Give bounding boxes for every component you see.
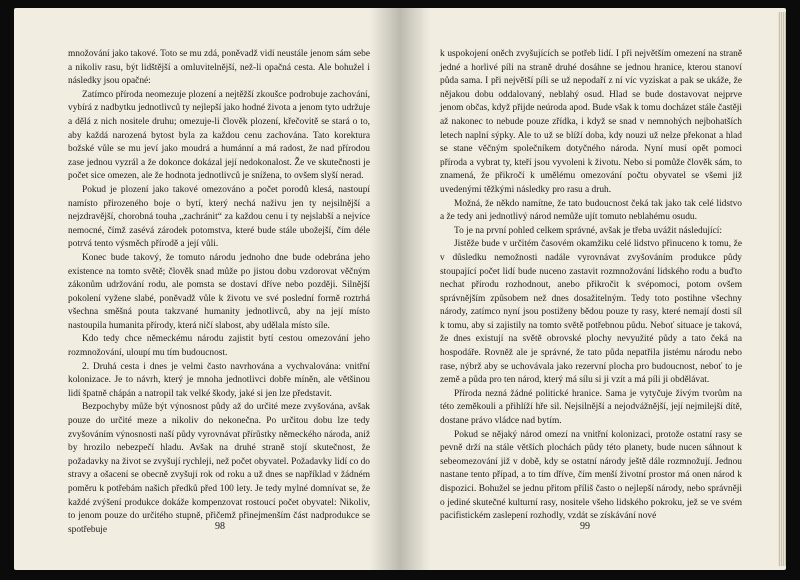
- paragraph: Konec bude takový, že tomuto národu jednoho dne bude odebrána jeho existence na tomto světě; člověk snad může po jistou dobu vzdorovat věčným zákonům udržování rodu, ale pomsta se dostaví dříve nebo později. Silnější pokolení vyžene slabé, poněvadž vůle k životu ve své poslední formě roztrhá všechna směšná pouta takzvané humanity jednotlivců, aby na její místo nastoupila humanita přírody, která ničí slabost, aby udělala místo síle.: [68, 252, 370, 331]
- left-page: [14, 8, 400, 570]
- paragraph: Bezpochyby může být výnosnost půdy až do určité meze zvyšována, avšak pouze do určité meze a nikoliv do nekonečna. Po určitou dobu lze tedy zvyšováním výnosnosti naší půdy vyrovnávat přírůstky německého národa, aniž by hrozilo nebezpečí hladu. Avšak na druhé straně stojí skutečnost, že požadavky na život se zvyšují rychleji, než počet obyvatel. Požadavky lidí co do stravy a ošacení se obecně zvyšují rok od roku a už dnes se například v žádném poměru k potřebám našich předků před 100 lety. Je tedy mylné domnívat se, že každé zvýšení produkce dokáže kompenzovat rostoucí počet obyvatel: Nikoliv, to jenom pouze do určitého stupně, přičemž přinejmenším část nadprodukce se spotřebuje: [68, 402, 370, 535]
- paragraph: Možná, že někdo namítne, že tato budoucnost čeká tak jako tak celé lidstvo a že tedy ani jednotlivý národ nemůže ujít tomuto neblahému osudu.: [440, 198, 742, 223]
- paragraph: Kdo tedy chce německému národu zajistit bytí cestou omezování jeho rozmnožování, uloupí mu tím budoucnost.: [68, 334, 370, 359]
- page-edges: [778, 12, 786, 566]
- right-page: [400, 8, 786, 570]
- paragraph: Pokud se nějaký národ omezí na vnitřní kolonizaci, protože ostatní rasy se pevně drží na stále větších plochách půdy této planety, bude nucen sáhnout k sebeomezování již v době, kdy se ostatní národy ještě dále rozmnožují. Jednou nastane tento případ, a to tím dříve, čím menší životní prostor má onen národ k dispozici. Bohužel se jednu přitom příliš často o nejlepší národy, nebo správněji o jediné skutečné kulturní rasy, nositele všeho lidského pokroku, jež se ve svém pacifistickém zaslepení rozhodly, vzdát se získávání nové: [440, 429, 742, 522]
- gutter-shadow: [400, 8, 430, 570]
- paragraph: Zatímco příroda neomezuje plození a nejtěžší zkoušce podrobuje zachování, vybírá z nadbytku jednotlivců ty nejlepší jako hodné života a jenom tyto udržuje a dělá z nich nositele druhu; omezuje-li člověk plození, křečovitě se stará o to, aby každá narozená bytost byla za každou cenu zachována. Tato korektura božské vůle se mu jeví jako moudrá a humánní a má radost, že nad přírodou zase jednou vyzrál a že dokonce dokázal její nedokonalost. Že ve skutečnosti je počet sice omezen, ale že hodnota jednotlivců je snížena, to ovšem slyší nerad.: [68, 89, 371, 182]
- gutter-shadow: [370, 8, 400, 570]
- right-page-text: [440, 48, 742, 524]
- paragraph: k uspokojení oněch zvyšujících se potřeb lidí. I při největším omezení na straně jedné a horlivé píli na straně druhé dosáhne se jednou hranice, kterou stanoví půda sama. I při největší píli se už nepodaří z ní víc vyziskat a pak se ukáže, že nějakou dobu oddalovaný, neblahý osud. Hlad se bude dostavovat nejprve jenom občas, když přijde neúroda apod. Bude však k tomu docházet stále častěji až nakonec to nebude pouze zřídka, i když se snad v nemnohých nejbohatších letech naplní sýpky. Ale to už se blíží doba, kdy nouzi už nelze překonat a hlad se stane věčným společníkem dotyčného národa. Nyní musí opět pomoci příroda a vybrat ty, kteří jsou vyvoleni k životu. Nebo si pomůže člověk sám, to znamená, že přikročí k umělému omezování počtu obyvatel se všemi již uvedenými těžkými následky pro rasu a druh.: [440, 49, 742, 195]
- open-book: [14, 8, 786, 570]
- paragraph: množování jako takové. Toto se mu zdá, poněvadž vidí neustále jenom sám sebe a nikoliv rasu, být lidštější a omluvitelnější, než-li opačná cesta. Ale bohužel i následky jsou opačné:: [68, 49, 370, 87]
- paragraph: Jistěže bude v určitém časovém okamžiku celé lidstvo přinuceno k tomu, že v důsledku nemožnosti nadále vyrovnávat zvyšováním produkce půdy stoupající počet lidí bude nuceno zastavit rozmnožování lidského rodu a buďto nechat přírodu rozhodnout, anebo přikročit k svépomoci, potom ovšem správnějším způsobem než dnes dosažitelným. Tedy toto postihne všechny národy, zatímco nyní jsou postiženy bědou pouze ty rasy, které nemají dosti síl k tomu, aby si zajistily na tomto světě potřebnou půdu. Neboť situace je taková, že dnes existují na světě obrovské plochy nevyužité půdy a tato čeká na hospodáře. Rovněž ale je správné, že tato půda nepatřila jistému národu nebo rase, nýbrž aby se uchovávala jako rezervní plocha pro budoucnost, neboť to je země a půda pro ten národ, který má sílu si ji vzít a má píli ji obdělávat.: [440, 239, 742, 386]
- left-page-text: [68, 48, 370, 537]
- page-number: 99: [580, 521, 590, 532]
- paragraph: Příroda nezná žádné politické hranice. Sama je vytyčuje živým tvorům na této zeměkouli a přihlíží hře sil. Nejsilnější a nejodvážnější, její nejmilejší dítě, dostane právo vládce nad bytím.: [440, 388, 742, 427]
- page-number: 98: [215, 521, 225, 532]
- paragraph: 2. Druhá cesta i dnes je velmi často navrhována a vychvalována: vnitřní kolonizace. Je to návrh, který je mnoha jednotlivci dobře míněn, ale většinou lidí špatně chápán a natropil tak velké škody, jaké si jen lze představit.: [68, 361, 370, 399]
- paragraph: Pokud je plození jako takové omezováno a počet porodů klesá, nastoupí namísto přirozeného boje o bytí, který nechá naživu jen ty nejsilnější a nejzdravější, chorobná touha „zachránit“ za každou cenu i ty nejslabší a nejvíce nemocné, čímž zasévá zárodek potomstva, které bude stále ubožejší, čím déle potrvá tento výsměch přírodě a její vůli.: [68, 184, 370, 250]
- paragraph: To je na první pohled celkem správné, avšak je třeba uvážit následující:: [454, 225, 722, 236]
